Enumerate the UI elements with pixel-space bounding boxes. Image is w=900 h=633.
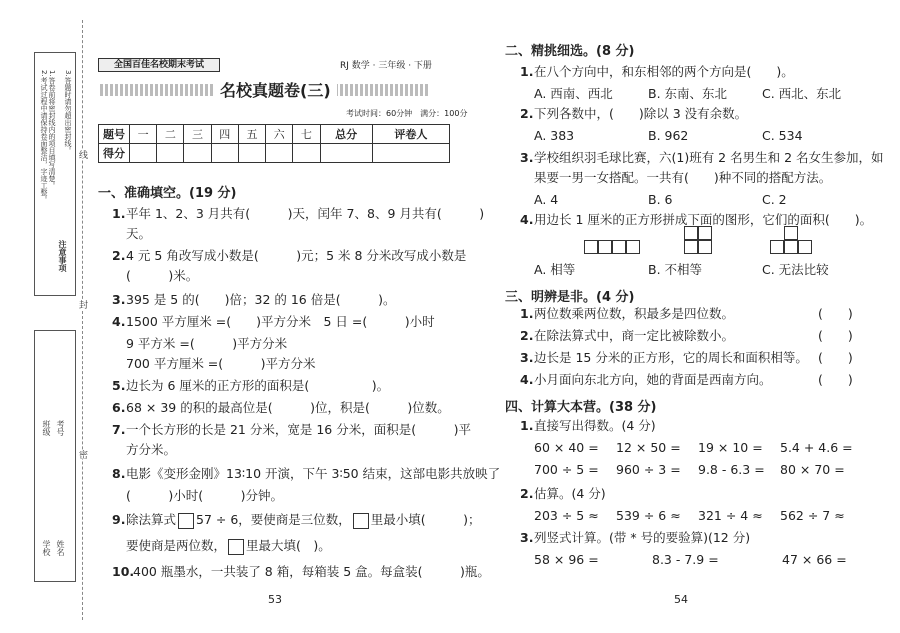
score-table xyxy=(98,124,450,163)
question-text: 平年 1、2、3 月共有( )天，闰年 7、8、9 月共有( ) xyxy=(126,206,485,221)
answer-parentheses[interactable]: ( ) xyxy=(818,350,853,365)
question-number: 5. xyxy=(112,378,126,393)
calc-item: 539 ÷ 6 ≈ xyxy=(616,508,681,523)
calc-item: 8.3 - 7.9 = xyxy=(652,552,719,567)
question-number: 1. xyxy=(520,64,534,79)
question-text: 学校组织羽毛球比赛，六(1)班有 2 名男生和 2 名女生参加，如 xyxy=(534,150,884,165)
score-header: 二 xyxy=(157,125,184,144)
question-text: 400 瓶墨水，一共装了 8 箱，每箱装 5 盒。每盒装( )瓶。 xyxy=(133,564,490,579)
score-header: 五 xyxy=(238,125,265,144)
question-number: 3. xyxy=(112,292,126,307)
section-heading: 二、精挑细选。(8 分) xyxy=(505,44,635,59)
question-number: 10. xyxy=(112,564,135,579)
option-a[interactable]: A. 西南、西北 xyxy=(534,86,613,101)
question-text: 9 平方米 =( )平方分米 xyxy=(126,336,288,351)
question-text: 电影《变形金刚》13∶10 开演，下午 3∶50 结束，这部电影共放映了 xyxy=(126,466,501,481)
field-label-name: 姓名 xyxy=(56,540,65,556)
section-heading: 三、明辨是非。(4 分) xyxy=(505,290,635,305)
score-header: 三 xyxy=(184,125,211,144)
margin-note: 2.考试过程中请保持卷面整洁，字迹工整。 xyxy=(40,70,48,203)
score-header: 六 xyxy=(266,125,293,144)
option-b[interactable]: B. 6 xyxy=(648,192,673,207)
question-text: 方分米。 xyxy=(126,442,177,457)
calc-item: 562 ÷ 7 ≈ xyxy=(780,508,845,523)
question-number: 6. xyxy=(112,400,126,415)
score-header: 四 xyxy=(211,125,238,144)
calc-item: 60 × 40 = xyxy=(534,440,599,455)
statement-text: 在除法算式中，商一定比被除数小。 xyxy=(534,328,735,343)
score-cell[interactable] xyxy=(238,144,265,163)
question-number: 9. xyxy=(112,512,126,527)
question-number: 3. xyxy=(520,350,534,365)
score-cell[interactable] xyxy=(157,144,184,163)
option-b[interactable]: B. 不相等 xyxy=(648,262,703,277)
question-text: 直接写出得数。(4 分) xyxy=(534,418,656,433)
fill-in-box[interactable] xyxy=(178,513,194,529)
question-number: 2. xyxy=(520,106,534,121)
score-cell[interactable] xyxy=(211,144,238,163)
question-number: 4. xyxy=(520,212,534,227)
calc-item: 19 × 10 = xyxy=(698,440,763,455)
page-title: 名校真题卷(三) xyxy=(214,78,337,101)
score-table-header-row xyxy=(99,125,450,144)
question-number: 8. xyxy=(112,466,126,481)
option-a[interactable]: A. 4 xyxy=(534,192,559,207)
page-number: 53 xyxy=(268,593,282,606)
question-number: 2. xyxy=(520,486,534,501)
calc-item: 9.8 - 6.3 = xyxy=(698,462,765,477)
figure-two-by-two-squares xyxy=(684,226,714,256)
fill-in-box[interactable] xyxy=(228,539,244,555)
question-text: 57 ÷ 6，要使商是三位数， xyxy=(196,512,351,527)
question-text: 边长为 6 厘米的正方形的面积是( )。 xyxy=(126,378,390,393)
score-header: 总分 xyxy=(320,125,372,144)
answer-parentheses[interactable]: ( ) xyxy=(818,328,853,343)
question-text: 列竖式计算。(带 * 号的要验算)(12 分) xyxy=(534,530,751,545)
option-b[interactable]: B. 962 xyxy=(648,128,689,143)
question-text: 一个长方形的长是 21 分米，宽是 16 分米，面积是( )平 xyxy=(126,422,471,437)
answer-parentheses[interactable]: ( ) xyxy=(818,372,853,387)
question-number: 7. xyxy=(112,422,126,437)
score-header: 题号 xyxy=(99,125,130,144)
calc-item: 47 × 66 = xyxy=(782,552,847,567)
option-c[interactable]: C. 534 xyxy=(762,128,803,143)
question-text: 果要一男一女搭配。一共有( )种不同的搭配方法。 xyxy=(534,170,832,185)
section-heading: 一、准确填空。(19 分) xyxy=(98,186,237,201)
score-table-row xyxy=(99,144,450,163)
page-number: 54 xyxy=(674,593,688,606)
question-text: 要使商是两位数， xyxy=(126,538,227,553)
question-text: 在八个方向中，和东相邻的两个方向是( )。 xyxy=(534,64,794,79)
edition-label: RJ 数学 · 三年级 · 下册 xyxy=(340,61,432,71)
fill-in-box[interactable] xyxy=(353,513,369,529)
student-info-box xyxy=(34,330,76,582)
calc-item: 321 ÷ 4 ≈ xyxy=(698,508,763,523)
binding-line-label: 线 xyxy=(77,150,87,159)
question-text-line xyxy=(126,512,481,529)
question-text: 用边长 1 厘米的正方形拼成下面的图形，它们的面积( )。 xyxy=(534,212,873,227)
question-number: 4. xyxy=(520,372,534,387)
option-b[interactable]: B. 东南、东北 xyxy=(648,86,728,101)
question-text: 除法算式 xyxy=(126,512,177,527)
banner-bar: 全国百佳名校期末考试 xyxy=(98,58,220,72)
field-label-id: 考号 xyxy=(56,420,65,436)
score-cell[interactable] xyxy=(184,144,211,163)
question-text: ( )小时( )分钟。 xyxy=(126,488,284,503)
score-cell[interactable] xyxy=(266,144,293,163)
question-text: 395 是 5 的( )倍；32 的 16 倍是( )。 xyxy=(126,292,396,307)
option-c[interactable]: C. 2 xyxy=(762,192,787,207)
question-number: 1. xyxy=(112,206,126,221)
field-label-school: 学校 xyxy=(42,540,51,556)
question-number: 1. xyxy=(520,418,534,433)
field-label-class: 班级 xyxy=(42,420,51,436)
option-a[interactable]: A. 383 xyxy=(534,128,575,143)
option-a[interactable]: A. 相等 xyxy=(534,262,576,277)
question-text: 68 × 39 的积的最高位是( )位，积是( )位数。 xyxy=(126,400,450,415)
option-c[interactable]: C. 无法比较 xyxy=(762,262,829,277)
question-text: 700 平方厘米 =( )平方分米 xyxy=(126,356,316,371)
score-header: 七 xyxy=(293,125,320,144)
calc-item: 5.4 + 4.6 = xyxy=(780,440,853,455)
margin-notes-label: 注意事项 xyxy=(58,240,67,272)
question-text: 下列各数中，( )除以 3 没有余数。 xyxy=(534,106,748,121)
question-text: ( )米。 xyxy=(126,268,199,283)
question-number: 3. xyxy=(520,150,534,165)
exam-info: 考试时间：60分钟 满分：100分 xyxy=(346,109,468,118)
question-text-line xyxy=(126,538,331,555)
secret-line-label: 密 xyxy=(77,450,87,459)
question-number: 2. xyxy=(112,248,126,263)
figure-row-of-four-squares xyxy=(584,240,644,256)
question-number: 4. xyxy=(112,314,126,329)
score-cell[interactable] xyxy=(293,144,320,163)
score-cell[interactable] xyxy=(320,144,372,163)
statement-text: 边长是 15 分米的正方形，它的周长和面积相等。 xyxy=(534,350,808,365)
figure-t-shape-squares xyxy=(770,226,814,256)
margin-note: 1.答卷前将密封线内的项目填写清楚。 xyxy=(48,70,56,189)
question-text: 4 元 5 角改写成小数是( )元；5 米 8 分米改写成小数是 xyxy=(126,248,467,263)
margin-note: 3.答题时请勿超出密封线。 xyxy=(64,70,72,154)
seal-line-label: 封 xyxy=(77,300,87,309)
question-number: 3. xyxy=(520,530,534,545)
option-c[interactable]: C. 西北、东北 xyxy=(762,86,842,101)
question-text: 里最大填( )。 xyxy=(246,538,331,553)
question-text: 天。 xyxy=(126,226,152,241)
section-heading: 四、计算大本营。(38 分) xyxy=(505,400,657,415)
calc-item: 12 × 50 = xyxy=(616,440,681,455)
calc-item: 80 × 70 = xyxy=(780,462,845,477)
calc-item: 960 ÷ 3 = xyxy=(616,462,681,477)
score-cell[interactable] xyxy=(372,144,449,163)
calc-item: 203 ÷ 5 ≈ xyxy=(534,508,599,523)
score-header: 评卷人 xyxy=(372,125,449,144)
question-text: 估算。(4 分) xyxy=(534,486,606,501)
question-text: 里最小填( )； xyxy=(370,512,481,527)
question-text: 1500 平方厘米 =( )平方分米 5 日 =( )小时 xyxy=(126,314,435,329)
score-row-label: 得分 xyxy=(99,144,130,163)
score-header: 一 xyxy=(130,125,157,144)
answer-parentheses[interactable]: ( ) xyxy=(818,306,853,321)
question-number: 2. xyxy=(520,328,534,343)
statement-text: 两位数乘两位数，积最多是四位数。 xyxy=(534,306,735,321)
question-number: 1. xyxy=(520,306,534,321)
calc-item: 58 × 96 = xyxy=(534,552,599,567)
score-cell[interactable] xyxy=(130,144,157,163)
binding-dashed-line xyxy=(82,20,83,620)
calc-item: 700 ÷ 5 = xyxy=(534,462,599,477)
statement-text: 小月面向东北方向，她的背面是西南方向。 xyxy=(534,372,772,387)
